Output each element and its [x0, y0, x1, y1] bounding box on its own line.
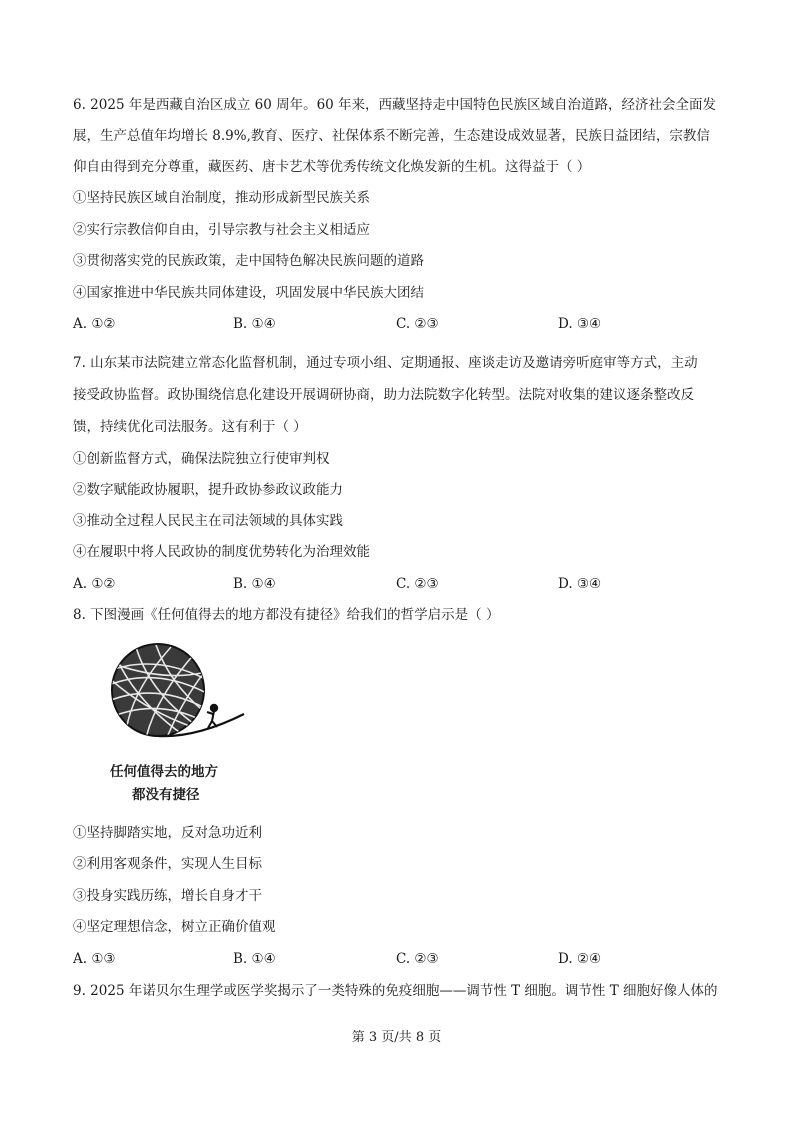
q6-statement-2: ②实行宗教信仰自由，引导宗教与社会主义相适应 [73, 222, 370, 238]
q8-statement-2: ②利用客观条件，实现人生目标 [73, 856, 262, 872]
q6-statement-3: ③贯彻落实党的民族政策，走中国特色解决民族问题的道路 [73, 253, 424, 269]
q6-stem-line-3: 仰自由得到充分尊重，藏医药、唐卡艺术等优秀传统文化焕发新的生机。这得益于（ ） [73, 159, 591, 175]
q7-statement-3: ③推动全过程人民民主在司法领域的具体实践 [73, 513, 343, 529]
q9-stem-line-1: 9. 2025 年诺贝尔生理学或医学奖揭示了一类特殊的免疫细胞——调节性 T 细胞。调节性 T 细胞好像人体的 [73, 983, 718, 999]
q8-statement-4: ④坚定理想信念，树立正确价值观 [73, 919, 276, 935]
q6-stem-line-1: 6. 2025 年是西藏自治区成立 60 周年。60 年来，西藏坚持走中国特色民族区域自治道路，经济社会全面发 [73, 97, 717, 113]
q7-option-b[interactable]: B. ①④ [233, 576, 276, 592]
q8-option-c[interactable]: C. ②③ [396, 951, 439, 967]
yarn-ball-illustration [96, 642, 246, 742]
q7-statement-2: ②数字赋能政协履职，提升政协参政议政能力 [73, 482, 343, 498]
q7-option-a[interactable]: A. ①② [73, 576, 116, 592]
q7-stem-line-1: 7. 山东某市法院建立常态化监督机制，通过专项小组、定期通报、座谈走访及邀请旁听庭审等方式，主动 [73, 355, 698, 371]
q7-statement-4: ④在履职中将人民政协的制度优势转化为治理效能 [73, 544, 370, 560]
q7-statement-1: ①创新监督方式，确保法院独立行使审判权 [73, 451, 330, 467]
q6-option-d[interactable]: D. ③④ [558, 316, 602, 332]
page-footer: 第 3 页/共 8 页 [351, 1030, 442, 1045]
q8-statement-1: ①坚持脚踏实地，反对急功近利 [73, 825, 262, 841]
cartoon-caption-line-1: 任何值得去的地方 [110, 764, 218, 780]
q6-stem-line-2: 展，生产总值年均增长 8.9%,教育、医疗、社保体系不断完善，生态建设成效显著，民族日益团结，宗教信 [73, 128, 710, 144]
q6-statement-4: ④国家推进中华民族共同体建设，巩固发展中华民族大团结 [73, 285, 424, 301]
q8-stem-line-1: 8. 下图漫画《任何值得去的地方都没有捷径》给我们的哲学启示是（ ） [73, 607, 500, 623]
climbing-person-icon [207, 705, 217, 728]
q7-option-c[interactable]: C. ②③ [396, 576, 439, 592]
q6-option-b[interactable]: B. ①④ [233, 316, 276, 332]
q6-statement-1: ①坚持民族区域自治制度，推动形成新型民族关系 [73, 190, 370, 206]
q6-option-c[interactable]: C. ②③ [396, 316, 439, 332]
q7-stem-line-2: 接受政协监督。政协围绕信息化建设开展调研协商，助力法院数字化转型。法院对收集的建议逐条整改反 [73, 387, 694, 403]
q7-stem-line-3: 馈，持续优化司法服务。这有利于（ ） [73, 419, 307, 435]
q7-option-d[interactable]: D. ③④ [558, 576, 602, 592]
q8-option-b[interactable]: B. ①④ [233, 951, 276, 967]
q8-statement-3: ③投身实践历练，增长自身才干 [73, 888, 262, 904]
q8-option-d[interactable]: D. ②④ [558, 951, 602, 967]
q8-option-a[interactable]: A. ①③ [73, 951, 116, 967]
cartoon-caption-line-2: 都没有捷径 [132, 787, 200, 803]
q6-option-a[interactable]: A. ①② [73, 316, 116, 332]
